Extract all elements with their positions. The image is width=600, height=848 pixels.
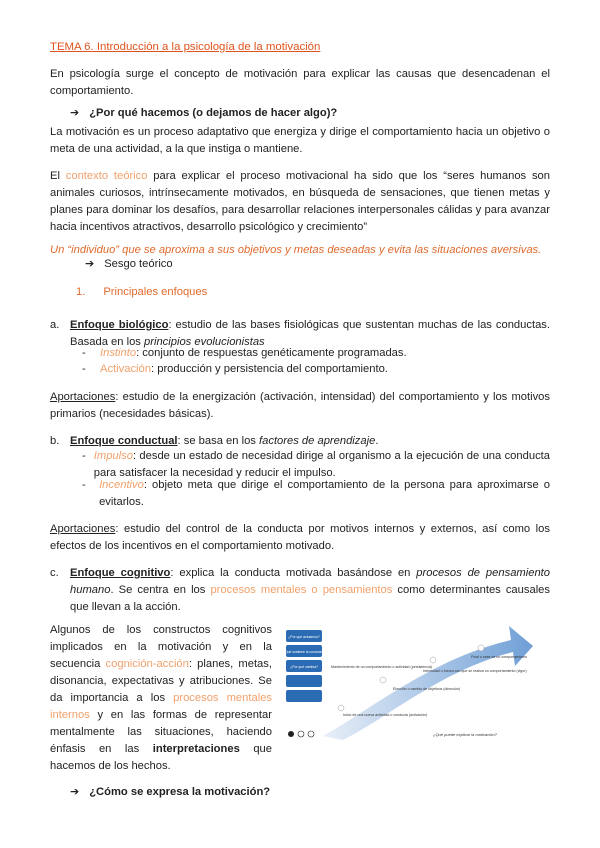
diagram-node	[380, 677, 386, 683]
diagram-box-label: ¿Qué sostiene la conducta?	[283, 650, 326, 654]
intro-paragraph: En psicología surge el concepto de motivación para explicar las causas que desencadenan el comportamiento.	[50, 68, 550, 97]
diagram-node	[478, 645, 484, 651]
item-letter-c: c.	[50, 567, 59, 579]
diagram-step: Inicio de una nueva actividad o conducta (activación)	[343, 713, 428, 717]
list-item: - Incentivo: objeto meta que dirige el comportamiento de la persona para aproximarse o evitarlos.	[82, 479, 550, 508]
question-how-text: ¿Cómo se expresa la motivación?	[89, 785, 271, 798]
page-title: TEMA 6. Introducción a la psicología de la motivación	[50, 41, 321, 53]
diagram-box	[286, 690, 322, 702]
section-heading: 1. Principales enfoques	[76, 286, 208, 298]
definition-paragraph: La motivación es un proceso adaptativo que energiza y dirige el comportamiento hacia un objetivo o meta de una actividad, a la que instiga o mantiene.	[50, 126, 550, 155]
arrow-right-icon: ➔	[70, 107, 80, 119]
diagram-step: Mantenimiento de un comportamiento o actividad (persistencia)	[331, 665, 433, 669]
growth-arrow	[323, 626, 533, 740]
quote-line: Un “individuo” que se aproxima a sus objetivos y metas deseadas y evita las situaciones aversivas.	[50, 244, 542, 256]
diagram-node	[430, 657, 436, 663]
diagram-dot-icon	[288, 731, 294, 737]
diagram-caption: ¿Qué puede explicar la motivación?	[433, 732, 497, 737]
list-item: - Instinto: conjunto de respuestas genéticamente programadas.	[82, 347, 407, 359]
aportaciones-b: Aportaciones: estudio del control de la conducta por motivos internos y externos, así como los efectos de los incentivos en el comportamiento motivado.	[50, 523, 550, 552]
diagram-dot-icon	[308, 731, 314, 737]
item-letter-b: b.	[50, 435, 60, 447]
question-why	[70, 106, 337, 119]
arrow-right-icon: ➔	[85, 258, 95, 270]
context-paragraph: El contexto teórico para explicar el proceso motivacional ha sido que los “seres humanos son animales curiosos, intrínsecamente motivados, en búsqueda de sensaciones, que tienen metas y planes para dominar los desafíos, para desarrollar relaciones interpersonales cálidas y para avanzar hacia incentivos atractivos, desarrollo psicológico y crecimiento”	[50, 170, 550, 233]
enfoque-biologico: Enfoque biológico: estudio de las bases fisiológicas que sustentan muchas de las conductas. Basada en los principios evolucionistas	[70, 319, 550, 348]
list-item: - Activación: producción y persistencia del comportamiento.	[82, 363, 388, 375]
diagram-box-label: ¿Por qué cambia?	[290, 665, 318, 669]
motivation-diagram	[283, 618, 533, 748]
diagram-step: Final o cese de un comportamiento	[471, 655, 528, 659]
sesgo-text: Sesgo teórico	[104, 257, 173, 270]
item-letter-a: a.	[50, 319, 60, 331]
context-highlight: contexto teórico	[65, 170, 148, 182]
aportaciones-a: Aportaciones: estudio de la energización (activación, intensidad) del comportamiento y los motivos primarios (necesidades básicas).	[50, 391, 550, 420]
sesgo-row	[85, 257, 173, 270]
diagram-step: Elección o cambio de objetivos (dirección)	[393, 687, 461, 691]
diagram-node	[338, 705, 344, 711]
arrow-right-icon: ➔	[70, 786, 80, 798]
diagram-box-label: ¿Por qué actuamos?	[288, 635, 320, 639]
diagram-dot-icon	[298, 731, 304, 737]
cognitive-constructs-paragraph: Algunos de los constructos cognitivos implicados en la motivación y en la secuencia cognición-acción: planes, metas, disonancia, expectativas y atribuciones. Se da importancia a los procesos mentales internos y en las formas de representar mentalmente las situaciones, haciendo énfasis en las interpretaciones que hacemos de los hechos.	[50, 624, 272, 772]
question-why-text: ¿Por qué hacemos (o dejamos de hacer algo)?	[89, 106, 338, 119]
list-item: - Impulso: desde un estado de necesidad dirige al organismo a la ejecución de una conducta para satisfacer la necesidad y reducir el impulso.	[82, 450, 550, 479]
diagram-box	[286, 675, 322, 687]
question-how	[70, 785, 270, 798]
diagram-step: Intensidad o fuerza con que se realiza un comportamiento (vigor)	[423, 669, 527, 673]
enfoque-conductual: Enfoque conductual: se basa en los factores de aprendizaje.	[70, 435, 379, 447]
enfoque-cognitivo: Enfoque cognitivo: explica la conducta motivada basándose en procesos de pensamiento humano. Se centra en los procesos mentales o pensamientos como determinantes causales que llevan a la acción.	[70, 567, 550, 613]
